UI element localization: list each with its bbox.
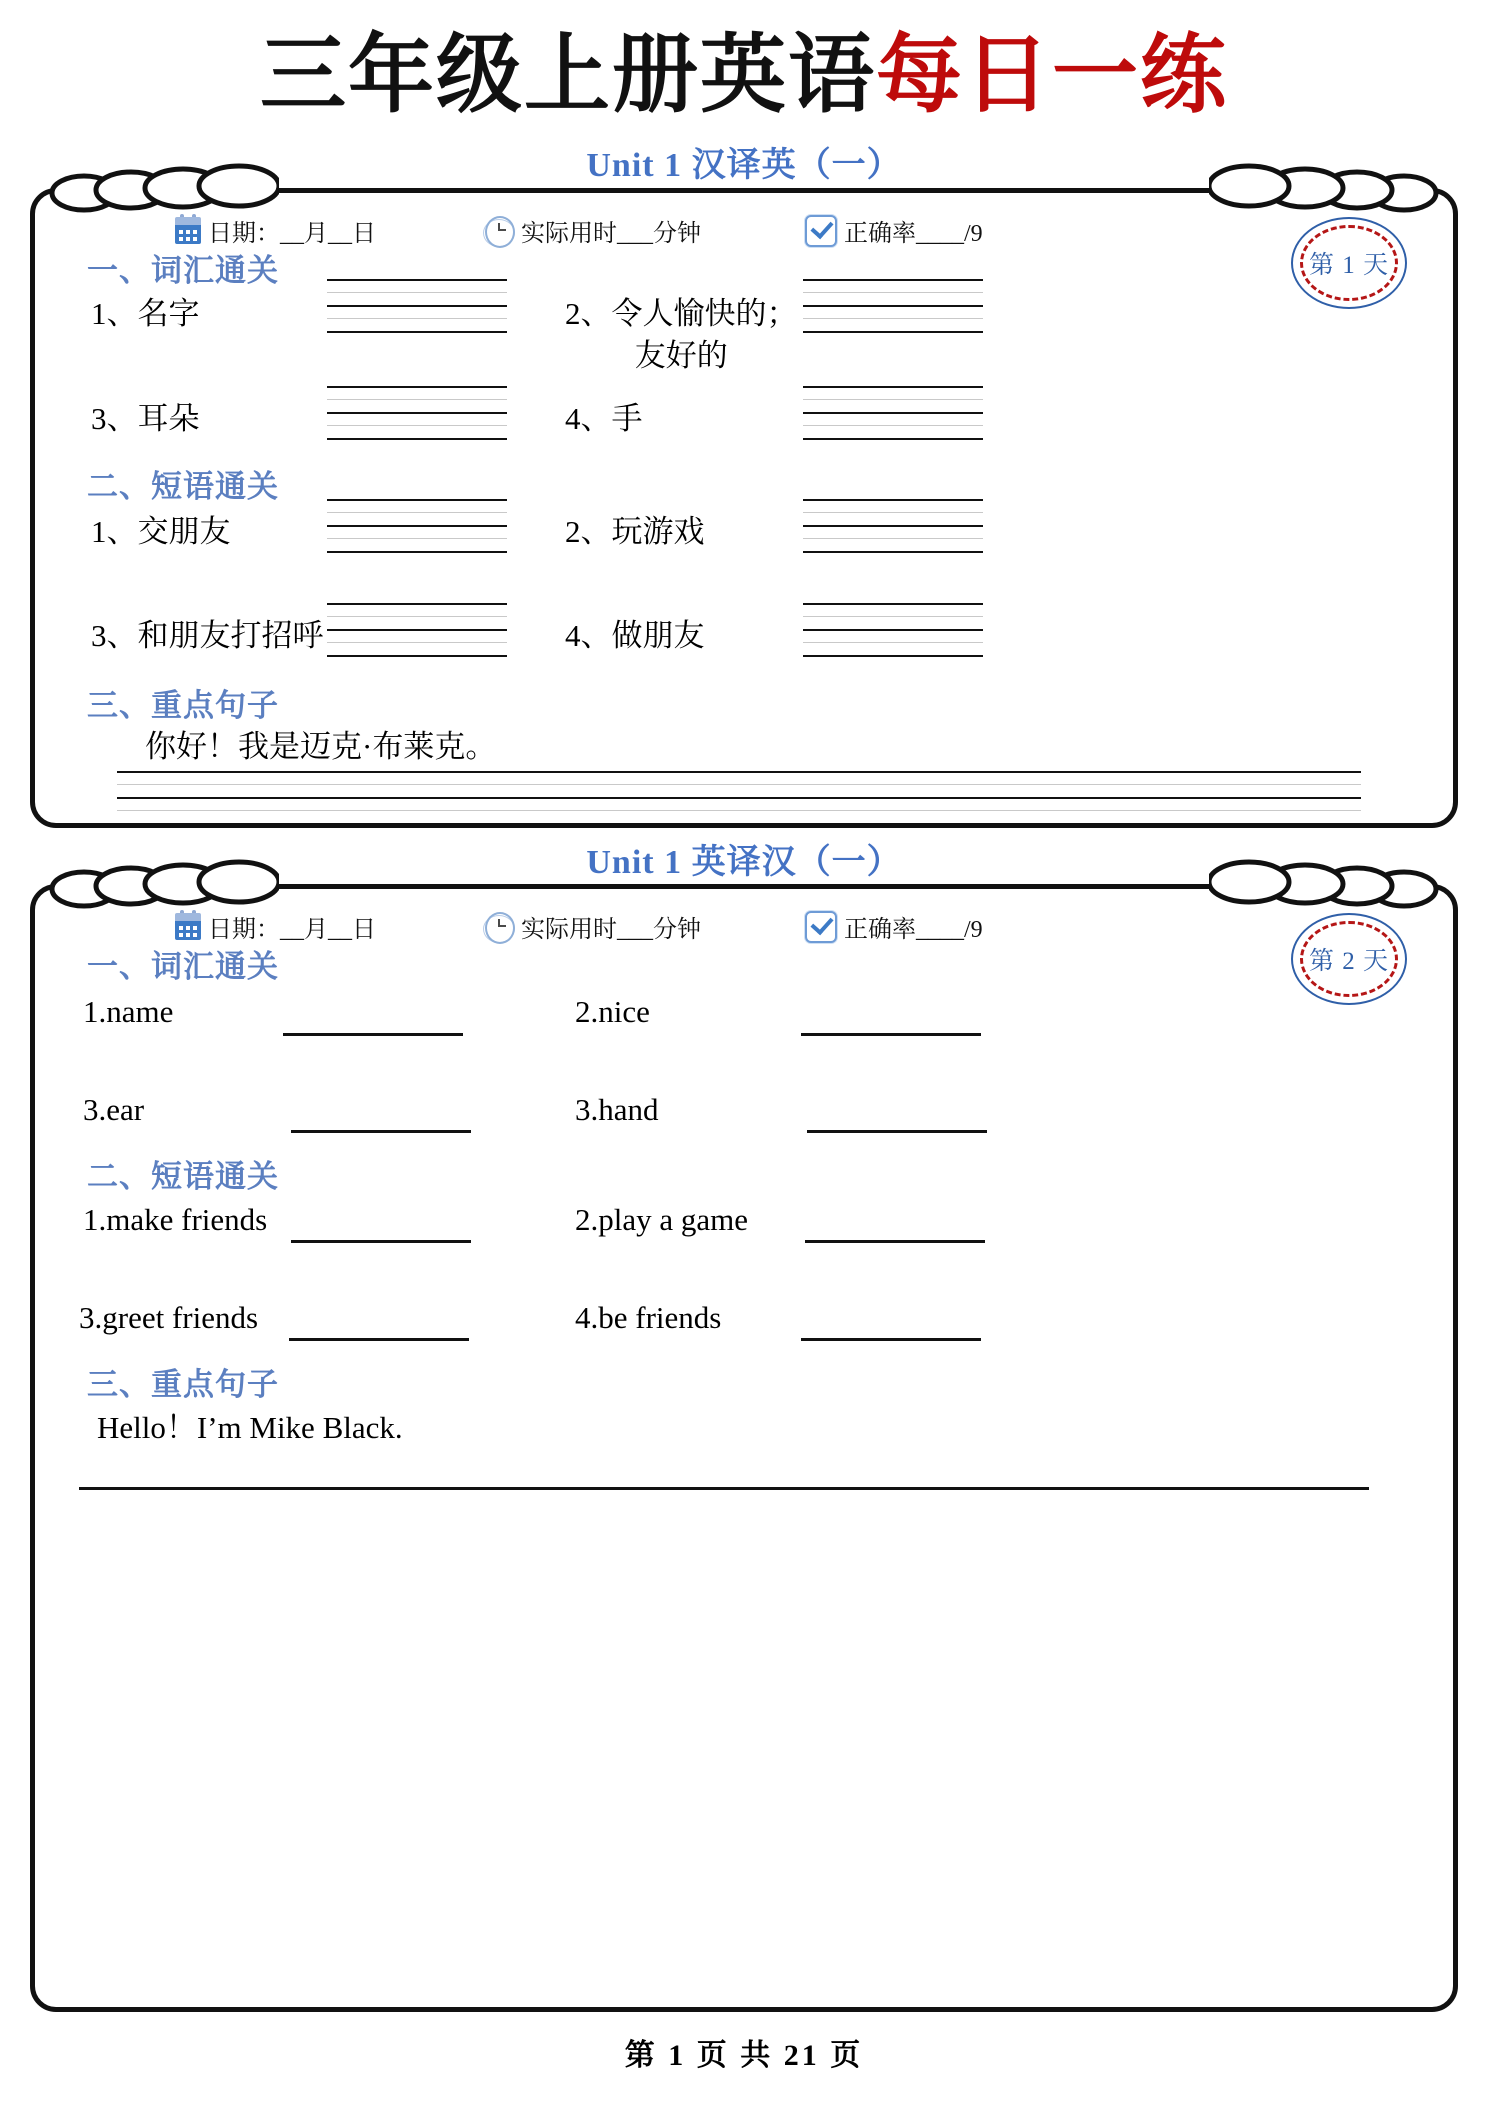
answer-line-en-vocab-4[interactable]: [807, 1130, 987, 1133]
answer-lines-vocab-4[interactable]: [803, 386, 983, 442]
vocab-item-4-text: 4、手: [565, 401, 643, 436]
vocab-item-2: [565, 293, 798, 377]
time-field[interactable]: [484, 213, 701, 248]
key-sentence-1: [145, 726, 496, 768]
phrase-item-3: [91, 615, 324, 657]
accuracy-label-2: 正确率____/9: [844, 917, 983, 943]
en-vocab-item-1-text: 1.name: [83, 994, 174, 1029]
answer-lines-sentence-1[interactable]: [117, 771, 1361, 827]
time-field-2[interactable]: [484, 909, 701, 944]
key-sentence-2: [97, 1407, 403, 1449]
answer-lines-phrase-4[interactable]: [803, 603, 983, 659]
clock-icon: [484, 911, 514, 943]
en-phrase-item-2: [575, 1199, 748, 1241]
page-title: [0, 28, 1488, 123]
answer-lines-phrase-2[interactable]: [803, 499, 983, 555]
card-2-meta-row: [175, 909, 983, 944]
phrase-item-3-text: 3、和朋友打招呼: [91, 618, 324, 653]
accuracy-field[interactable]: [805, 213, 983, 248]
en-vocab-item-2-text: 2.nice: [575, 994, 650, 1029]
answer-line-en-vocab-3[interactable]: [291, 1130, 471, 1133]
section-heading-vocab-1: 一、词汇通关: [87, 253, 279, 288]
page-title-black: 三年级上册英语: [260, 27, 876, 123]
en-vocab-item-4: [575, 1089, 659, 1131]
section-heading-sentence-2: 三、重点句子: [87, 1367, 279, 1402]
accuracy-field-2[interactable]: [805, 909, 983, 944]
date-field-2[interactable]: [175, 909, 376, 944]
answer-lines-vocab-2[interactable]: [803, 279, 983, 335]
answer-line-sentence-2[interactable]: [79, 1487, 1369, 1490]
en-vocab-item-3-text: 3.ear: [83, 1092, 145, 1127]
page-footer: 第 1 页 共 21 页: [624, 2039, 864, 2072]
vocab-item-2-text2: 友好的: [634, 337, 728, 373]
answer-lines-phrase-1[interactable]: [327, 499, 507, 555]
checkbox-icon[interactable]: [805, 911, 837, 943]
card-2-title: Unit 1 英译汉（一）: [586, 844, 902, 881]
key-sentence-1-text: 你好！我是迈克·布莱克。: [145, 729, 497, 764]
en-vocab-item-2: [575, 991, 650, 1033]
card-1-meta-row: [175, 213, 983, 248]
answer-line-en-phrase-2[interactable]: [805, 1240, 985, 1243]
day-stamp-2: [1291, 913, 1407, 1005]
stamp-label-2: 第 2 天: [1308, 948, 1389, 975]
en-phrase-item-3: [79, 1297, 258, 1339]
card-1-title: Unit 1 汉译英（一）: [586, 147, 902, 184]
checkbox-icon[interactable]: [805, 215, 837, 247]
phrase-item-1: [91, 511, 231, 553]
en-phrase-item-4-text: 4.be friends: [575, 1300, 722, 1335]
vocab-item-4: [565, 398, 643, 440]
card-english-to-chinese: [30, 884, 1458, 2012]
answer-line-en-phrase-4[interactable]: [801, 1338, 981, 1341]
en-vocab-item-3: [83, 1089, 144, 1131]
time-label: 实际用时___分钟: [521, 221, 701, 247]
phrase-item-2: [565, 511, 705, 553]
phrase-item-2-text: 2、玩游戏: [565, 514, 705, 549]
time-label-2: 实际用时___分钟: [521, 917, 701, 943]
vocab-item-1-text: 1、名字: [91, 296, 200, 331]
answer-line-en-phrase-3[interactable]: [289, 1338, 469, 1341]
en-phrase-item-4: [575, 1297, 721, 1339]
date-label-2: 日期：__月__日: [208, 917, 376, 943]
answer-line-en-vocab-2[interactable]: [801, 1033, 981, 1036]
answer-lines-vocab-1[interactable]: [327, 279, 507, 335]
en-phrase-item-1: [83, 1199, 267, 1241]
calendar-icon: [175, 217, 201, 244]
card-chinese-to-english: [30, 188, 1458, 828]
stamp-label: 第 1 天: [1308, 252, 1389, 279]
key-sentence-2-text: Hello！I’m Mike Black.: [97, 1410, 403, 1445]
en-vocab-item-1: [83, 991, 173, 1033]
en-phrase-item-3-text: 3.greet friends: [79, 1300, 259, 1335]
answer-line-en-phrase-1[interactable]: [291, 1240, 471, 1243]
date-label: 日期：__月__日: [208, 221, 376, 247]
answer-lines-vocab-3[interactable]: [327, 386, 507, 442]
section-heading-vocab-2: 一、词汇通关: [87, 949, 279, 984]
calendar-icon: [175, 913, 201, 940]
phrase-item-1-text: 1、交朋友: [91, 514, 231, 549]
en-phrase-item-1-text: 1.make friends: [83, 1202, 268, 1237]
answer-line-en-vocab-1[interactable]: [283, 1033, 463, 1036]
phrase-item-4-text: 4、做朋友: [565, 618, 705, 653]
answer-lines-phrase-3[interactable]: [327, 603, 507, 659]
clock-icon: [484, 215, 514, 247]
vocab-item-3: [91, 398, 200, 440]
phrase-item-4: [565, 615, 705, 657]
section-heading-phrase-2: 二、短语通关: [87, 1159, 279, 1194]
en-phrase-item-2-text: 2.play a game: [575, 1202, 749, 1237]
page-title-red: 每日一练: [876, 27, 1228, 123]
vocab-item-3-text: 3、耳朵: [91, 401, 200, 436]
section-heading-sentence-1: 三、重点句子: [87, 688, 279, 723]
section-heading-phrase-1: 二、短语通关: [87, 469, 279, 504]
en-vocab-item-4-text: 3.hand: [575, 1092, 659, 1127]
date-field[interactable]: [175, 213, 376, 248]
vocab-item-1: [91, 293, 200, 335]
vocab-item-2-text: 2、令人愉快的；: [565, 296, 798, 331]
day-stamp-1: [1291, 217, 1407, 309]
accuracy-label: 正确率____/9: [844, 221, 983, 247]
